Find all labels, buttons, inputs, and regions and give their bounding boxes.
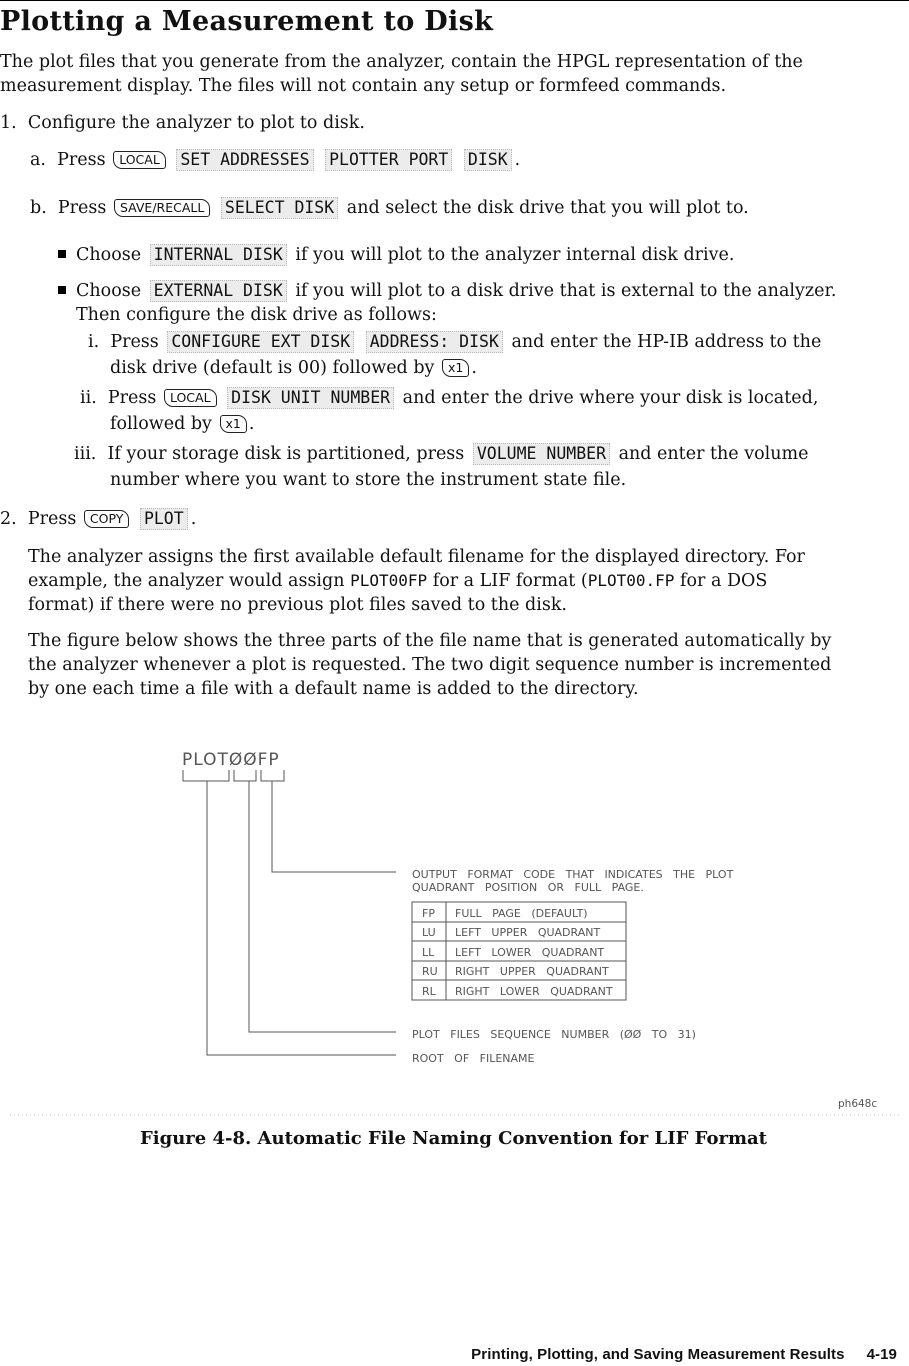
para-1-line-3: format) if there were no previous plot files saved to the disk. [28,595,567,615]
bullet-icon [58,286,66,294]
step-2 [0,507,196,531]
table-code-cell: RU [422,965,438,978]
figure-caption: Figure 4-8. Automatic File Naming Convention for LIF Format [140,1128,767,1149]
footer-section-title: Printing, Plotting, and Saving Measurement Results [471,1346,845,1363]
table-desc-cell: RIGHT UPPER QUADRANT [455,965,609,978]
format-leader-line [272,781,396,872]
choose-text: Choose [76,281,142,301]
local-hardkey-2[interactable]: LOCAL [164,389,217,407]
page-title: Plotting a Measurement to Disk [0,6,494,37]
format-label-line-2: QUADRANT POSITION OR FULL PAGE. [412,881,644,894]
disk-unit-number-softkey[interactable]: DISK UNIT NUMBER [227,387,394,409]
table-desc-cell: LEFT LOWER QUADRANT [455,946,605,959]
step-2-number: 2. [0,509,17,529]
table-desc-cell: LEFT UPPER QUADRANT [455,926,601,939]
para-2-line-3: by one each time a file with a default name is added to the directory. [28,679,639,699]
press-text: Press [107,388,157,408]
period: . [514,150,521,170]
step-1-text: Configure the analyzer to plot to disk. [27,113,365,133]
substep-i-label: i. [88,332,100,352]
set-addresses-softkey[interactable]: SET ADDRESSES [176,149,313,171]
file-naming-diagram [0,700,909,1120]
bullet-internal-rest: if you will plot to the analyzer internal disk drive. [295,245,735,265]
internal-disk-softkey[interactable]: INTERNAL DISK [150,244,287,266]
para-1-text-c: for a DOS [680,571,768,591]
substep-i [88,330,821,354]
local-hardkey[interactable]: LOCAL [113,151,166,169]
substep-ii-rest: and enter the drive where your disk is located, [402,388,819,408]
period: . [471,358,477,378]
substep-iii-label: iii. [74,444,97,464]
step-1b-rest: and select the disk drive that you will plot to. [346,198,749,218]
substep-i-line-2-text: disk drive (default is 00) followed by [110,358,435,378]
para-2-line-1: The figure below shows the three parts of the file name that is generated automatically by [28,631,832,651]
press-text: Press [27,509,77,529]
lif-filename-code: PLOT00FP [350,571,428,590]
configure-ext-disk-softkey[interactable]: CONFIGURE EXT DISK [167,331,354,353]
para-1-text-b: for a LIF format ( [432,571,588,591]
bullet-internal [76,243,734,267]
sequence-bracket [234,770,256,781]
step-1b [30,196,749,220]
table-desc-cell: FULL PAGE (DEFAULT) [455,907,588,920]
format-bracket [261,770,284,781]
plot-softkey[interactable]: PLOT [140,508,188,530]
bullet-icon [58,250,66,258]
substep-i-rest: and enter the HP-IB address to the [511,332,822,352]
page-footer [471,1346,897,1363]
para-1-text-a: example, the analyzer would assign [28,571,345,591]
substep-iii-text: If your storage disk is partitioned, press [107,444,465,464]
page-number: 4-19 [866,1346,897,1363]
period: . [190,509,197,529]
x1-hardkey-2[interactable]: x1 [220,415,247,433]
substep-iii-rest: and enter the volume [618,444,809,464]
step-1 [0,111,365,135]
bullet-external [76,279,836,303]
table-code-cell: RL [422,985,436,998]
copy-hardkey[interactable]: COPY [84,510,129,528]
figure-image-id: ph648c [838,1098,878,1110]
bullet-external-rest: if you will plot to a disk drive that is external to the analyzer. [295,281,837,301]
table-code-cell: LL [422,946,435,959]
diagram-filename: PLOTØØFP [182,750,280,770]
step-1a [30,148,520,172]
intro-line-1: The plot files that you generate from the analyzer, contain the HPGL representation of the [0,52,803,72]
table-desc-cell: RIGHT LOWER QUADRANT [455,985,613,998]
step-1a-label: a. [30,150,46,170]
substep-ii-label: ii. [80,388,97,408]
x1-hardkey[interactable]: x1 [442,359,469,377]
press-text: Press [110,332,159,352]
substep-ii-line-2-text: followed by [110,414,212,434]
bullet-external-line-2: Then configure the disk drive as follows: [76,305,437,325]
root-label: ROOT OF FILENAME [412,1052,535,1065]
external-disk-softkey[interactable]: EXTERNAL DISK [150,280,287,302]
para-1-line-1: The analyzer assigns the first available default filename for the displayed directory. For [28,547,805,567]
substep-iii [74,442,808,466]
press-text: Press [57,150,106,170]
select-disk-softkey[interactable]: SELECT DISK [221,197,338,219]
step-1b-label: b. [30,198,47,218]
choose-text: Choose [76,245,142,265]
disk-softkey[interactable]: DISK [464,149,512,171]
substep-iii-line-2: number where you want to store the instrument state file. [110,470,627,490]
root-leader-line [207,781,396,1055]
substep-ii [80,386,818,410]
table-code-cell: FP [422,907,435,920]
sequence-leader-line [249,781,396,1032]
substep-i-line-2 [110,356,477,380]
para-1-line-2 [28,569,767,593]
para-2-line-2: the analyzer whenever a plot is requested. The two digit sequence number is incremented [28,655,832,675]
address-disk-softkey[interactable]: ADDRESS: DISK [366,331,503,353]
volume-number-softkey[interactable]: VOLUME NUMBER [473,443,610,465]
save-recall-hardkey[interactable]: SAVE/RECALL [114,199,210,217]
plotter-port-softkey[interactable]: PLOTTER PORT [325,149,452,171]
intro-line-2: measurement display. The files will not contain any setup or formfeed commands. [0,76,727,96]
substep-ii-line-2 [110,412,254,436]
root-bracket [183,770,229,781]
press-text: Press [57,198,107,218]
top-rule [0,0,909,1]
period: . [248,414,255,434]
step-1-number: 1. [0,113,17,133]
dos-filename-code: PLOT00.FP [587,571,675,590]
sequence-label: PLOT FILES SEQUENCE NUMBER (ØØ TO 31) [412,1028,696,1041]
table-code-cell: LU [422,926,436,939]
format-label-line-1: OUTPUT FORMAT CODE THAT INDICATES THE PLOT [412,868,734,881]
